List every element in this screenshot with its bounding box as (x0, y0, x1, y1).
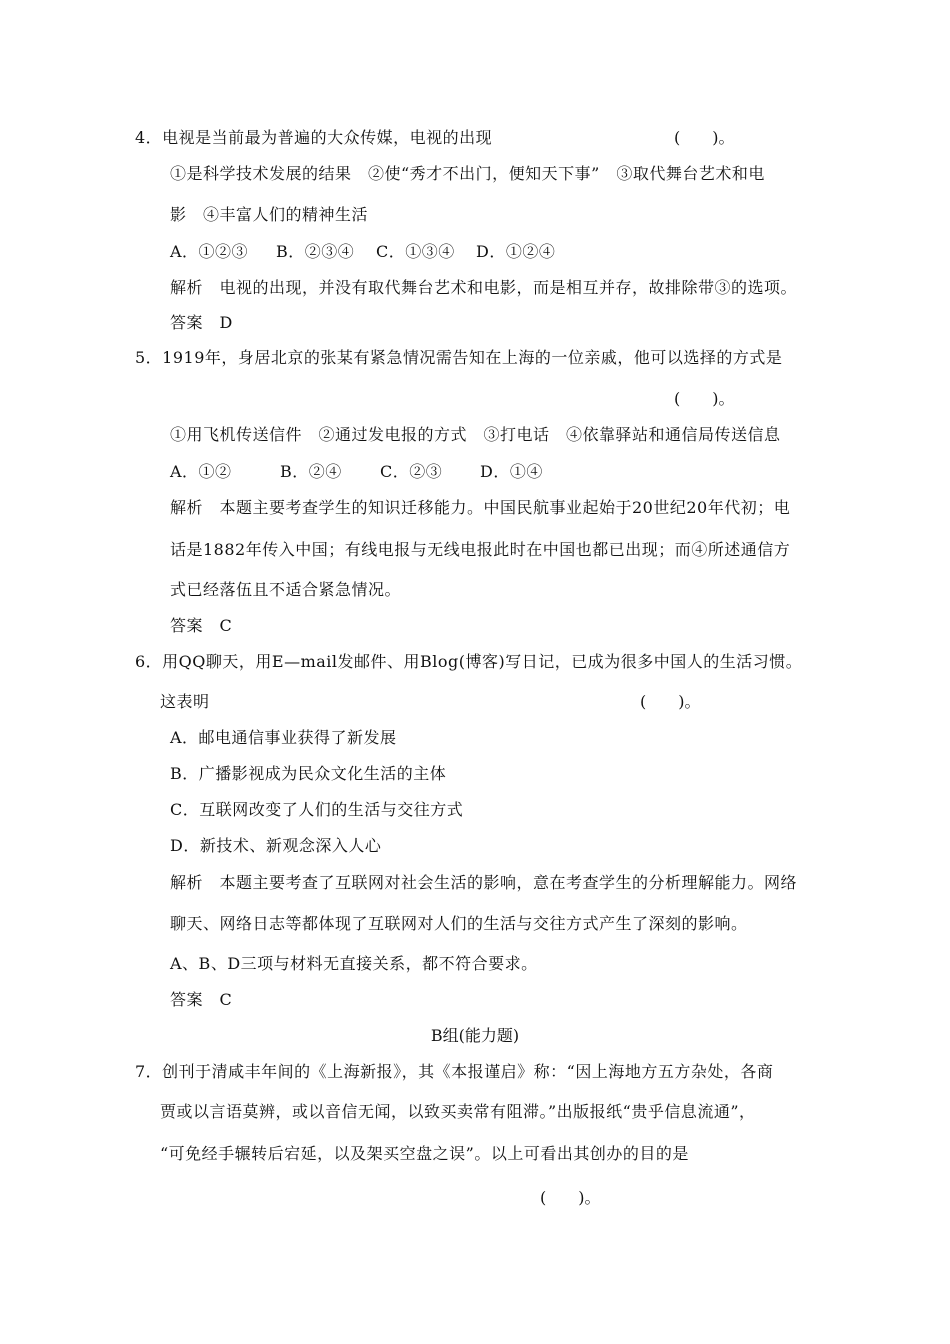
q7-stem-line3: “可免经手辗转后宕延，以及架买空盘之误”。以上可看出其创办的目的是 (160, 1144, 689, 1163)
q6-option-a: A．邮电通信事业获得了新发展 (170, 728, 397, 747)
section-b-heading: B组(能力题) (430, 1026, 520, 1045)
q5-option-a: A．①② (170, 462, 232, 481)
q6-analysis-line1: 解析 本题主要考查了互联网对社会生活的影响，意在考查学生的分析理解能力。网络 (170, 873, 798, 892)
q5-analysis-line1: 解析 本题主要考查学生的知识迁移能力。中国民航事业起始于20世纪20年代初；电 (170, 498, 791, 517)
q6-stem: 6．用QQ聊天，用E—mail发邮件、用Blog(博客)写日记，已成为很多中国人的生活习惯。 (135, 652, 803, 671)
q7-answer-blank: ( )。 (540, 1188, 601, 1207)
q4-option-d: D．①②④ (476, 242, 556, 261)
q4-answer-blank: ( )。 (674, 128, 735, 147)
q6-analysis-line3: A、B、D三项与材料无直接关系，都不符合要求。 (170, 954, 538, 973)
q5-option-d: D．①④ (480, 462, 543, 481)
q4-option-b: B．②③④ (276, 242, 355, 261)
q5-answer: 答案 C (170, 616, 233, 635)
q4-analysis: 解析 电视的出现，并没有取代舞台艺术和电影，而是相互并存，故排除带③的选项。 (170, 278, 798, 297)
q5-analysis-line2: 话是1882年传入中国；有线电报与无线电报此时在中国也都已出现；而④所述通信方 (170, 540, 791, 559)
q4-items-line2: 影 ④丰富人们的精神生活 (170, 205, 369, 224)
q4-answer: 答案 D (170, 313, 233, 332)
q4-options (170, 242, 555, 262)
q6-answer-blank: ( )。 (640, 692, 701, 711)
q4-option-c: C．①③④ (376, 242, 455, 261)
q5-option-b: B．②④ (280, 462, 342, 481)
q6-stem-line2: 这表明 (160, 692, 210, 711)
q7-stem-line2: 贾或以言语莫辨，或以音信无闻，以致买卖常有阻滞。”出版报纸“贵乎信息流通”， (160, 1102, 756, 1121)
q5-option-c: C．②③ (380, 462, 443, 481)
q6-analysis-line2: 聊天、网络日志等都体现了互联网对人们的生活与交往方式产生了深刻的影响。 (170, 914, 748, 933)
q5-items: ①用飞机传送信件 ②通过发电报的方式 ③打电话 ④依靠驿站和通信局传送信息 (170, 425, 781, 444)
q5-stem: 5．1919年，身居北京的张某有紧急情况需告知在上海的一位亲戚，他可以选择的方式是 (135, 348, 783, 367)
q6-option-c: C．互联网改变了人们的生活与交往方式 (170, 800, 464, 819)
q4-stem: 4．电视是当前最为普遍的大众传媒，电视的出现 (135, 128, 493, 147)
q6-option-b: B．广播影视成为民众文化生活的主体 (170, 764, 447, 783)
q5-answer-blank: ( )。 (674, 389, 735, 408)
q4-items-line1: ①是科学技术发展的结果 ②使“秀才不出门，便知天下事” ③取代舞台艺术和电 (170, 164, 765, 183)
q4-option-a: A．①②③ (170, 242, 249, 261)
q7-stem-line1: 7．创刊于清咸丰年间的《上海新报》，其《本报谨启》称：“因上海地方五方杂处，各商 (135, 1062, 774, 1081)
q5-analysis-line3: 式已经落伍且不适合紧急情况。 (170, 580, 402, 599)
q5-options (170, 462, 543, 482)
q6-answer: 答案 C (170, 990, 233, 1009)
q6-option-d: D．新技术、新观念深入人心 (170, 836, 382, 855)
